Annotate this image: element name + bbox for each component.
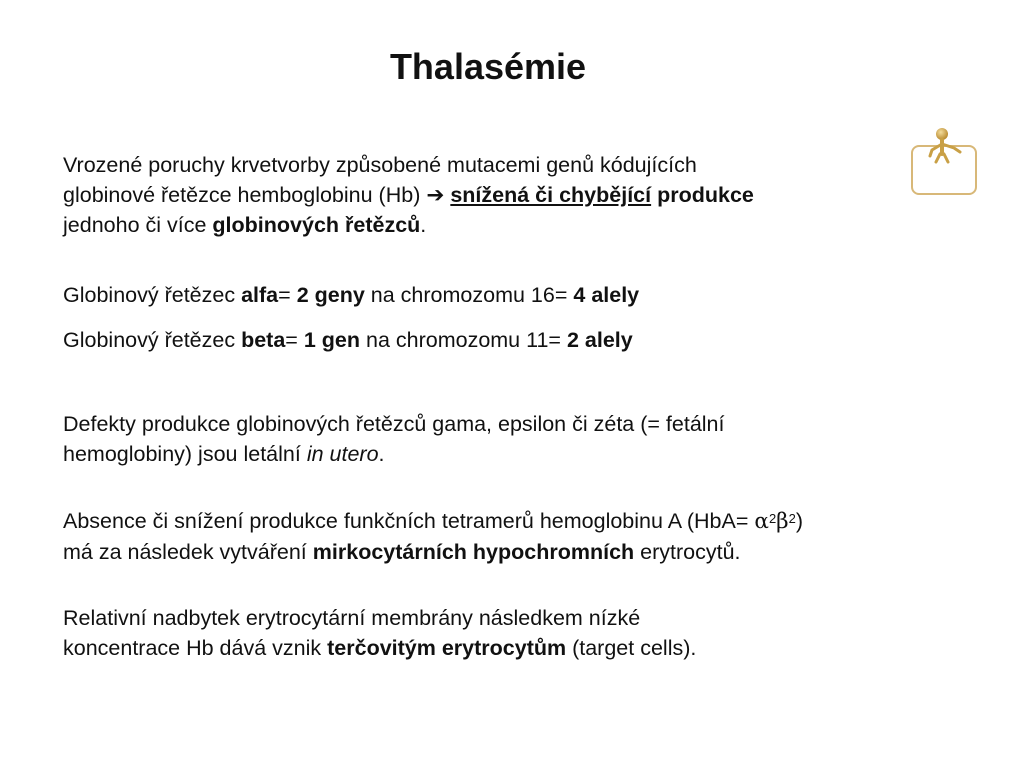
hba-paragraph: Absence či snížení produkce funkčních tetramerů hemoglobinu A $(HbA= \alpha^2\beta^2)$ má za následek vytváření mirkocytárních hypochromních erytrocytů.	[63, 509, 804, 564]
slide-title: Thalasémie	[389, 46, 587, 87]
person-holding-blank-sign-icon	[904, 126, 982, 198]
arrow-icon: ➔	[426, 183, 445, 207]
target-cells-paragraph: Relativní nadbytek erytrocytární membrány následkem nízké koncentrace Hb dává vznik terčovitým erytrocytům (target cells).	[63, 606, 697, 660]
beta-chain-line: Globinový řetězec beta= 1 gen na chromozomu 11= 2 alely	[63, 328, 633, 352]
intro-paragraph: Vrozené poruchy krvetvorby způsobené mutacemi genů kódujících globinové řetězce hemboglobinu (Hb) ➔ snížená či chybějící produkce jednoho či více globinových řetězců.	[63, 153, 754, 237]
alpha-chain-line: Globinový řetězec alfa= 2 geny na chromozomu 16= 4 alely	[63, 283, 640, 307]
fetal-defects-paragraph: Defekty produkce globinových řetězců gama, epsilon či zéta (= fetální hemoglobiny) jsou letální in utero.	[63, 412, 725, 466]
